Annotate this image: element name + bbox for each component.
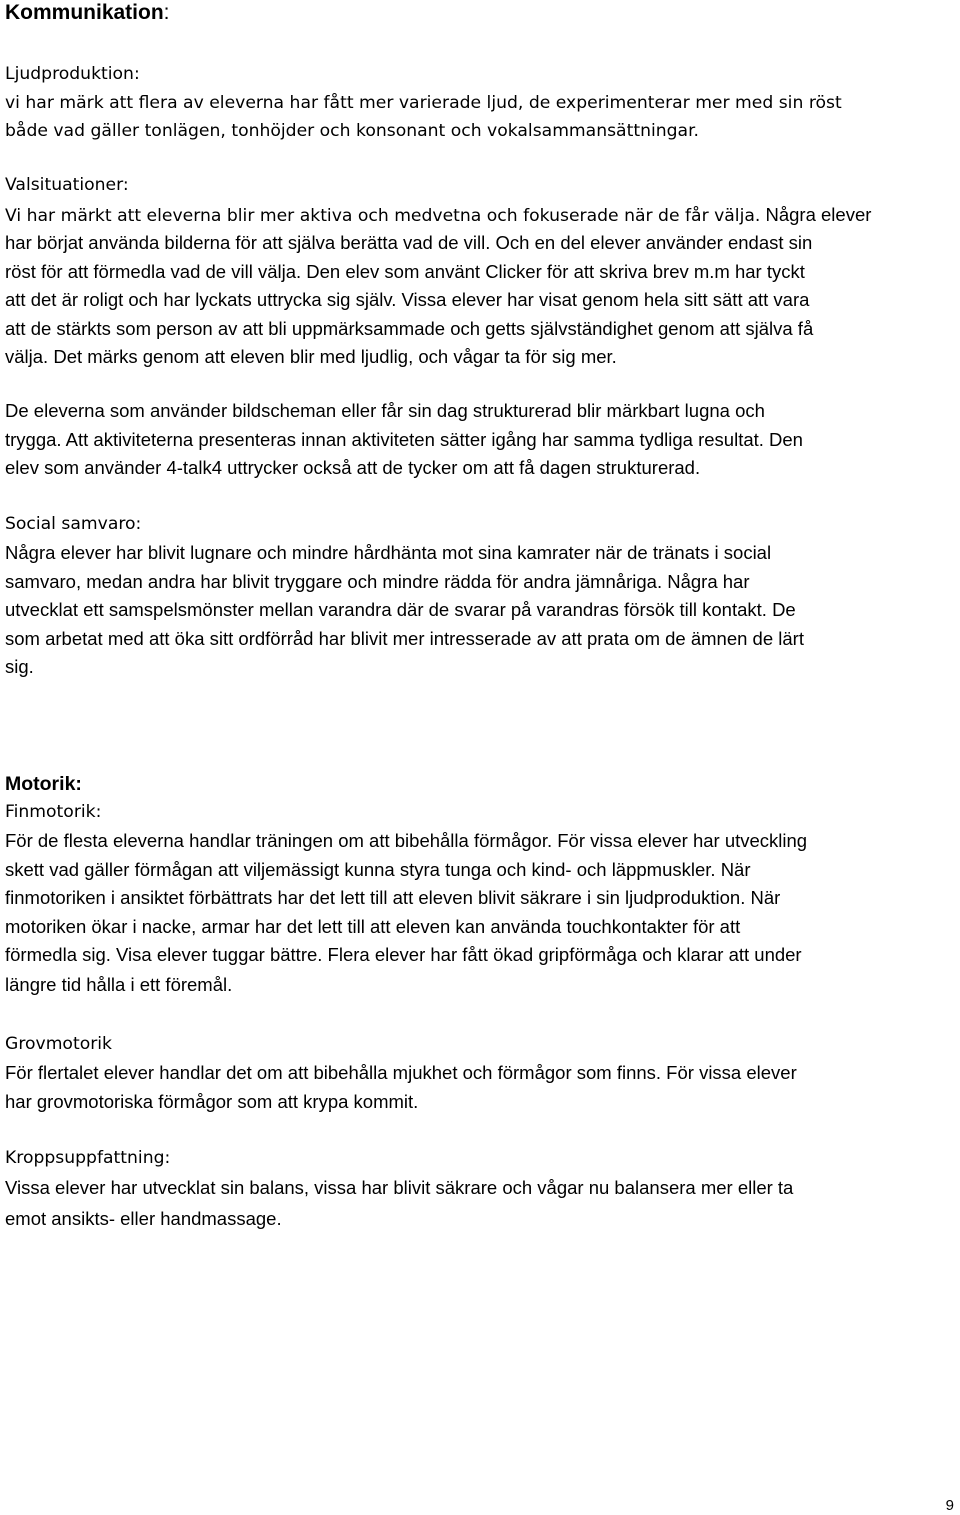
finmotorik-heading: Finmotorik: — [5, 802, 102, 822]
grovmotorik-heading: Grovmotorik — [5, 1034, 113, 1054]
finmotorik-line: motoriken ökar i nacke, armar har det lett till att eleven kan använda touchkontakter för att — [5, 915, 741, 937]
kroppsuppfattning-heading-block — [5, 1144, 170, 1173]
page-number: 9 — [945, 1497, 954, 1514]
social-samvaro-line: samvaro, medan andra har blivit tryggare och mindre rädda för andra jämnåriga. Några har — [5, 570, 750, 592]
social-samvaro-body — [5, 539, 804, 682]
valsituationer-block — [5, 171, 871, 232]
finmotorik-line: För de flesta eleverna handlar träningen om att bibehålla förmågor. För vissa elever har utveckling — [5, 830, 808, 851]
ljudproduktion-block — [5, 60, 842, 146]
finmotorik-line: skett vad gäller förmågan att viljemässigt kunna styra tunga och kind- och läppmuskler. När — [5, 858, 751, 880]
kroppsuppfattning-body — [5, 1173, 793, 1234]
kroppsuppfattning-line: emot ansikts- eller handmassage. — [5, 1207, 282, 1229]
grovmotorik-line: har grovmotoriska förmågor som att krypa kommit. — [5, 1090, 419, 1112]
finmotorik-line: förmedla sig. Visa elever tuggar bättre. Flera elever har fått ökad gripförmåga och klarar att under — [5, 944, 802, 966]
valsituationer-line: att det är roligt och har lyckats uttrycka sig själv. Vissa elever har visat genom hela sitt sätt att vara — [5, 289, 810, 311]
finmotorik-line: längre tid hålla i ett föremål. — [5, 973, 233, 995]
kroppsuppfattning-line: Vissa elever har utvecklat sin balans, vissa har blivit säkrare och vågar nu balansera mer eller ta — [5, 1177, 794, 1198]
valsituationer-line — [5, 200, 871, 231]
finmotorik-body — [5, 827, 807, 1000]
grovmotorik-line: För flertalet elever handlar det om att bibehålla mjukhet och förmågor som finns. För vissa elever — [5, 1062, 797, 1083]
valsituationer-line-start: Vi har märkt att eleverna blir mer aktiva och medvetna och fokuserade när de får välja. — [5, 206, 761, 227]
bildscheman-line: De eleverna som använder bildscheman eller får sin dag strukturerad blir märkbart lugna och — [5, 400, 765, 421]
social-samvaro-heading: Social samvaro: — [5, 514, 142, 534]
grovmotorik-heading-block — [5, 1030, 112, 1059]
valsituationer-line: att de stärkts som person av att bli uppmärksammade och getts självständighet genom att själva få — [5, 317, 814, 339]
bildscheman-line: trygga. Att aktiviteterna presenteras innan aktiviteten sätter igång har samma tydliga resultat. Den — [5, 428, 803, 450]
section-title-colon: : — [163, 1, 170, 24]
ljudproduktion-heading: Ljudproduktion: — [5, 64, 140, 84]
valsituationer-line: välja. Det märks genom att eleven blir med ljudlig, och vågar ta för sig mer. — [5, 346, 617, 368]
social-samvaro-line: Några elever har blivit lugnare och mindre hårdhänta mot sina kamrater när de tränats i social — [5, 542, 772, 563]
valsituationer-line: har börjat använda bilderna för att själva berätta vad de vill. Och en del elever använder endast sin — [5, 232, 813, 253]
ljudproduktion-line: både vad gäller tonlägen, tonhöjder och konsonant och vokalsammansättningar. — [5, 121, 700, 142]
bildscheman-paragraph — [5, 397, 803, 483]
kroppsuppfattning-heading: Kroppsuppfattning: — [5, 1148, 171, 1168]
social-samvaro-heading-block — [5, 510, 141, 539]
bildscheman-line: elev som använder 4-talk4 uttrycker också att de tycker om att få dagen strukturerad. — [5, 457, 701, 479]
finmotorik-line: finmotoriken i ansiktet förbättrats har det lett till att eleven blivit säkrare i sin ljudproduktion. När — [5, 887, 781, 909]
social-samvaro-line: som arbetat med att öka sitt ordförråd har blivit mer intresserade av att prata om de ämnen de lärt — [5, 627, 804, 649]
finmotorik-heading-block — [5, 798, 101, 827]
section-title-text: Kommunikation — [5, 1, 164, 24]
grovmotorik-body — [5, 1059, 797, 1116]
valsituationer-line: röst för att förmedla vad de vill välja. Den elev som använt Clicker för att skriva brev m.m har tyckt — [5, 260, 805, 282]
valsituationer-line-end: Några elever — [760, 204, 872, 226]
valsituationer-heading: Valsituationer: — [5, 175, 129, 195]
section-title-motorik: Motorik: — [5, 773, 82, 795]
social-samvaro-line: utvecklat ett samspelsmönster mellan varandra där de svarar på varandras försök till kontakt. De — [5, 599, 796, 621]
social-samvaro-line: sig. — [5, 656, 34, 678]
ljudproduktion-line: vi har märk att flera av eleverna har fått mer varierade ljud, de experimenterar mer med sin röst — [5, 92, 842, 113]
section-title-kommunikation — [5, 0, 170, 26]
valsituationer-body — [5, 229, 813, 372]
